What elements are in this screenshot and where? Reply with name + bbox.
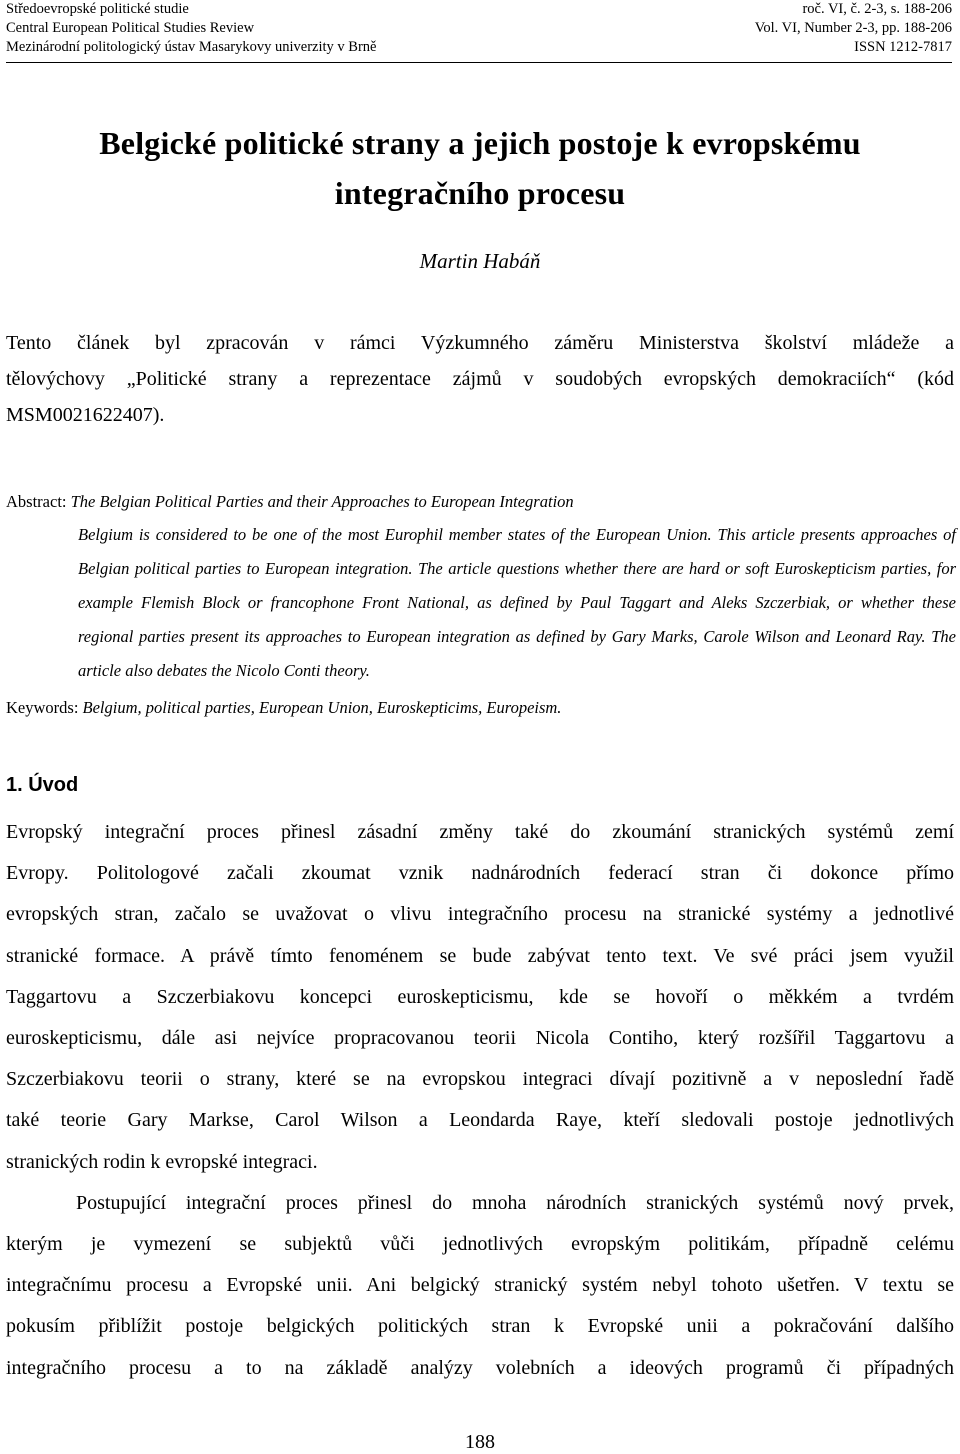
page-number: 188	[465, 1431, 495, 1453]
funding-line: Tento článek byl zpracován v rámci Výzkumného záměru Ministerstva školství mládeže a	[6, 332, 954, 354]
journal-name-en: Central European Political Studies Review	[6, 20, 255, 36]
paragraph-line: Evropy. Politologové začali zkoumat vznik nadnárodních federací stran či dokonce přímo	[6, 862, 954, 885]
paragraph-line: pokusím přiblížit postoje belgických politických stran k Evropské unii a pokračování dalšího	[6, 1315, 954, 1338]
paragraph-line: Evropský integrační proces přinesl zásadní změny také do zkoumání stranických systémů zemí	[6, 821, 954, 843]
abstract-title: The Belgian Political Parties and their Approaches to European Integration	[70, 492, 574, 511]
journal-name-cz: Středoevropské politické studie	[6, 1, 189, 17]
keywords-label: Keywords:	[6, 698, 79, 717]
keywords-value: Belgium, political parties, European Union, Euroskepticims, Europeism.	[82, 698, 562, 717]
paragraph-line: stranické formace. A právě tímto fenoménem se bude zabývat tento text. Ve své práci jsem využil	[6, 944, 954, 967]
section-heading: 1. Úvod	[6, 774, 79, 796]
paragraph-line: stranických rodin k evropské integraci.	[6, 1150, 318, 1173]
funding-line: tělovýchovy „Politické strany a reprezentace zájmů v soudobých evropských demokraciích“ (kód	[6, 368, 954, 390]
abstract-text	[78, 518, 956, 688]
volume-cz: roč. VI, č. 2-3, s. 188-206	[802, 1, 952, 17]
paragraph-line: integračnímu procesu a Evropské unii. Ani belgický stranický systém nebyl tohoto ušetřen. V textu se	[6, 1274, 954, 1297]
paragraph-line: evropských stran, začalo se uvažovat o vlivu integračního procesu na stranické systémy a jednotlivé	[6, 903, 954, 926]
paragraph-line: euroskepticismu, dále asi nejvíce propracovanou teorii Nicola Contiho, který rozšířil Taggartovu a	[6, 1027, 954, 1050]
abstract-line: example Flemish Block or francophone Front National, as defined by Paul Taggart and Aleks Szczerbiak, or whether these	[78, 593, 956, 612]
author-name: Martin Habáň	[419, 249, 541, 273]
abstract-line: article also debates the Nicolo Conti theory.	[78, 661, 370, 680]
paragraph-line: Szczerbiakovu teorii o strany, které se na evropskou integraci dívají pozitivně a v neposlední řadě	[6, 1068, 954, 1091]
abstract-heading	[6, 490, 574, 514]
issn: ISSN 1212-7817	[854, 39, 952, 55]
abstract-line: Belgian political parties to European integration. The article questions whether there are hard or soft Euroskepticism parties, for	[78, 559, 956, 578]
publisher: Mezinárodní politologický ústav Masarykovy univerzity v Brně	[6, 39, 377, 55]
abstract-line: Belgium is considered to be one of the most Europhil member states of the European Union. This article presents approaches of	[78, 525, 956, 544]
article-title-line-1: Belgické politické strany a jejich postoje k evropskému	[99, 125, 861, 161]
paragraph-line: Postupující integrační proces přinesl do mnoha národních stranických systémů nový prvek,	[76, 1191, 954, 1214]
abstract-label: Abstract:	[6, 492, 67, 511]
abstract-line: regional parties present its approaches to European integration as defined by Gary Marks, Carole Wilson and Leonard Ray. The	[78, 627, 956, 646]
paragraph-line: také teorie Gary Markse, Carol Wilson a Leondarda Raye, kteří sledovali postoje jednotlivých	[6, 1109, 954, 1132]
header-row-2	[6, 19, 952, 38]
funding-line: MSM0021622407).	[6, 404, 165, 426]
volume-en: Vol. VI, Number 2-3, pp. 188-206	[754, 20, 952, 36]
body-text	[6, 812, 954, 1389]
article-title	[0, 118, 960, 218]
article-title-line-2: integračního procesu	[334, 175, 626, 211]
paragraph-line: Taggartovu a Szczerbiakovu koncepci euroskepticismu, kde se hovoří o měkkém a tvrdém	[6, 985, 954, 1008]
paragraph-line: integračního procesu a to na základě analýzy volebních a ideových programů či případných	[6, 1356, 954, 1379]
journal-header	[6, 0, 952, 64]
header-rule	[6, 62, 952, 63]
paragraph-line: kterým je vymezení se subjektů vůči jednotlivých evropským politikám, případně celému	[6, 1233, 954, 1256]
header-row-3	[6, 38, 952, 57]
keywords	[6, 696, 561, 720]
funding-note	[6, 325, 954, 433]
header-row-1	[6, 0, 952, 19]
